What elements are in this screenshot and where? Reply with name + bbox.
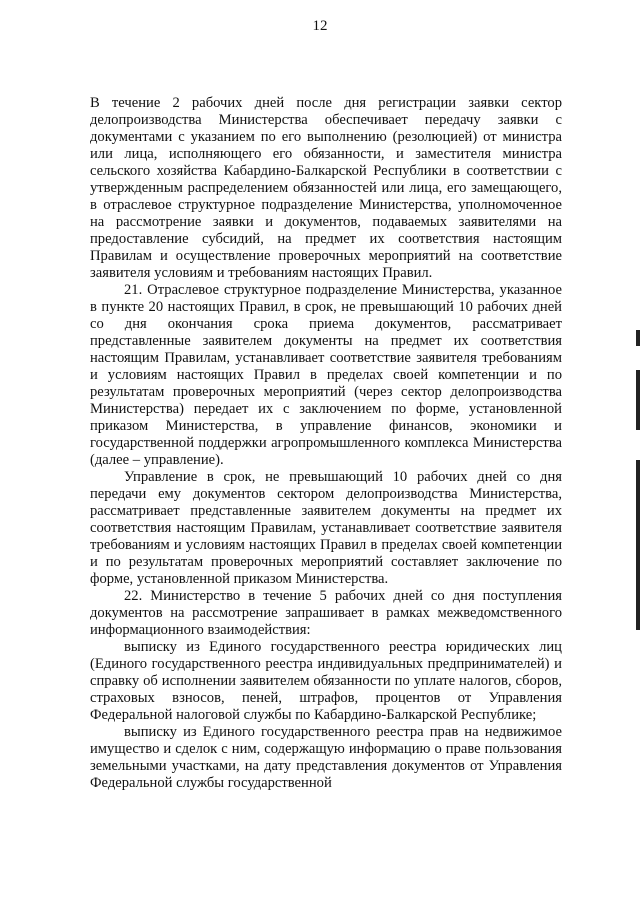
document-body [90,95,562,792]
paragraph-egrp-extract: выписку из Единого государственного реестра прав на недвижимое имущество и сделок с ним, содержащую информацию о праве пользования земельными участками, на дату представления документов от Управления Федеральной службы государственной [90,724,562,791]
scan-edge-mark [636,370,640,430]
paragraph-21: 21. Отраслевое структурное подразделение Министерства, указанное в пункте 20 настоящих Правил, в срок, не превышающий 10 рабочих дней со дня окончания срока приема документов, рассматривает представленные заявителем документы на предмет их соответствия настоящим Правилам, устанавливает соответствие заявителя требованиям и условиям настоящих Правил в пределах своей компетенции и по результатам проверочных мероприятий (через сектор делопроизводства Министерства) передает их с заключением по форме, установленной приказом Министерства, в управление финансов, экономики и государственной поддержки агропромышленного комплекса Министерства (далее – управление). [90,282,562,468]
paragraph-egrul-extract: выписку из Единого государственного реестра юридических лиц (Единого государственного реестра индивидуальных предпринимателей) и справку об исполнении заявителем обязанности по уплате налогов, сборов, страховых взносов, пеней, штрафов, процентов от Управления Федеральной налоговой службы по Кабардино-Балкарской Республике; [90,639,562,723]
paragraph-1: В течение 2 рабочих дней после дня регистрации заявки сектор делопроизводства Министерства обеспечивает передачу заявки с документами с указанием по его выполнению (резолюцией) от министра или лица, исполняющего его обязанности, и заместителя министра сельского хозяйства Кабардино-Балкарской Республики в соответствии с утвержденным распределением обязанностей или лица, его замещающего, в отраслевое структурное подразделение Министерства, уполномоченное на рассмотрение заявки и документов, подаваемых заявителями на предоставление субсидий, на предмет их соответствия настоящим Правилам и осуществление проверочных мероприятий на соответствие заявителя условиям и требованиям настоящих Правил. [90,95,562,281]
paragraph-management: Управление в срок, не превышающий 10 рабочих дней со дня передачи ему документов сектором делопроизводства Министерства, рассматривает представленные заявителем документы на предмет их соответствия настоящим Правилам, устанавливает соответствие заявителя требованиям и условиям настоящих Правил в пределах своей компетенции и по результатам проверочных мероприятий составляет заключение по форме, установленной приказом Министерства. [90,469,562,587]
scan-edge-mark [636,460,640,630]
scan-edge-mark [636,330,640,346]
page-number: 12 [312,18,328,34]
paragraph-22: 22. Министерство в течение 5 рабочих дней со дня поступления документов на рассмотрение запрашивает в рамках межведомственного информационного взаимодействия: [90,588,562,638]
